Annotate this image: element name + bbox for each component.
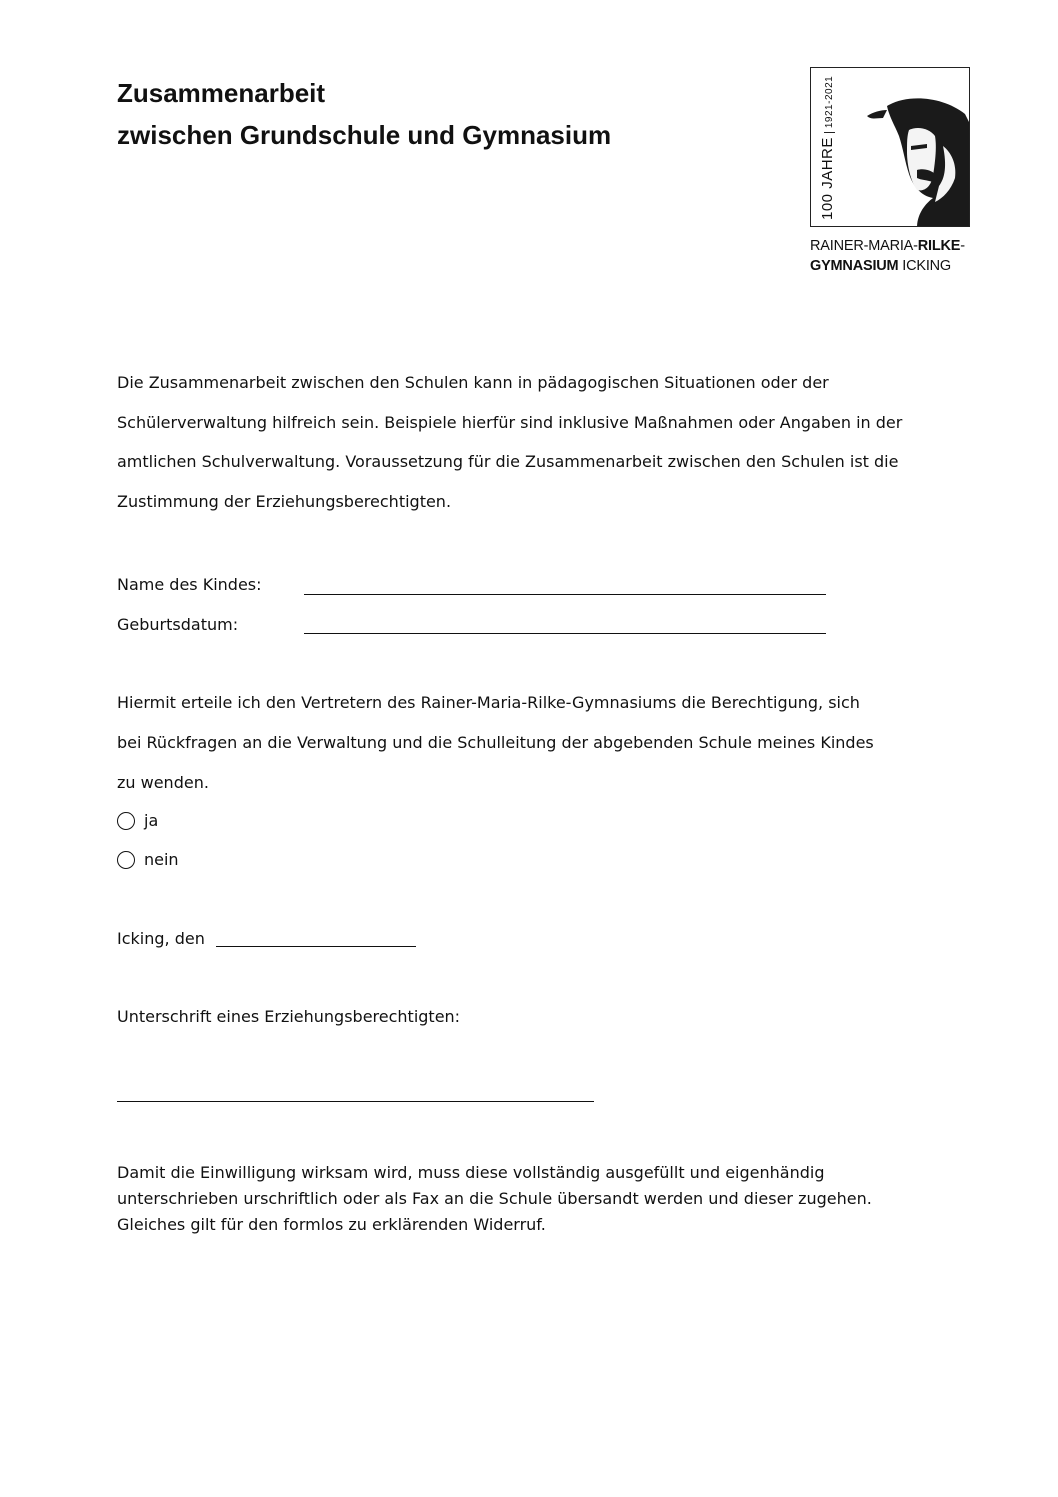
logo-name-part3: ICKING bbox=[898, 258, 952, 274]
birthdate-label: Geburtsdatum: bbox=[117, 615, 239, 634]
signature-label: Unterschrift eines Erziehungsberechtigten: bbox=[117, 1007, 461, 1026]
signature-field[interactable] bbox=[117, 1101, 594, 1102]
portrait-icon bbox=[847, 86, 970, 227]
option-no-label: nein bbox=[144, 850, 179, 869]
logo-school-name bbox=[810, 236, 965, 276]
radio-yes[interactable] bbox=[117, 812, 135, 830]
title-line-1: Zusammenarbeit bbox=[117, 78, 326, 108]
logo-name-bold1: RILKE bbox=[917, 238, 961, 254]
child-name-field[interactable] bbox=[304, 594, 826, 595]
logo-anniversary-text bbox=[819, 76, 836, 220]
date-field[interactable] bbox=[216, 946, 416, 947]
intro-line: Zustimmung der Erziehungsberechtigten. bbox=[117, 491, 452, 511]
intro-line: Schülerverwaltung hilfreich sein. Beispiele hierfür sind inklusive Maßnahmen oder Angaben in der bbox=[117, 412, 903, 432]
option-yes-label: ja bbox=[144, 811, 159, 830]
radio-no[interactable] bbox=[117, 851, 135, 869]
child-name-label: Name des Kindes: bbox=[117, 575, 262, 594]
footer-line: Damit die Einwilligung wirksam wird, muss diese vollständig ausgefüllt und eigenhändig bbox=[117, 1163, 825, 1182]
intro-line: Die Zusammenarbeit zwischen den Schulen kann in pädagogischen Situationen oder der bbox=[117, 373, 829, 392]
school-logo bbox=[810, 67, 970, 227]
consent-line: bei Rückfragen an die Verwaltung und die Schulleitung der abgebenden Schule meines Kindes bbox=[117, 733, 874, 752]
logo-name-part1: RAINER-MARIA- bbox=[810, 238, 918, 254]
birthdate-field[interactable] bbox=[304, 633, 826, 634]
document-title bbox=[117, 72, 611, 156]
logo-years: 1921-2021 bbox=[824, 76, 835, 133]
consent-line: Hiermit erteile ich den Vertretern des Rainer-Maria-Rilke-Gymnasiums die Berechtigung, sich bbox=[117, 693, 860, 712]
footer-note bbox=[117, 1160, 997, 1238]
option-no[interactable] bbox=[117, 850, 179, 869]
footer-line: unterschrieben urschriftlich oder als Fax an die Schule übersandt werden und dieser zugehen. bbox=[117, 1189, 872, 1208]
logo-name-part2: - bbox=[960, 238, 965, 254]
consent-line: zu wenden. bbox=[117, 773, 209, 792]
consent-paragraph bbox=[117, 683, 997, 803]
option-yes[interactable] bbox=[117, 811, 158, 830]
logo-name-bold2: GYMNASIUM bbox=[810, 258, 899, 274]
intro-line: amtlichen Schulverwaltung. Voraussetzung für die Zusammenarbeit zwischen den Schulen ist die bbox=[117, 452, 899, 471]
place-date-label: Icking, den bbox=[117, 929, 205, 948]
footer-line: Gleiches gilt für den formlos zu erklärenden Widerruf. bbox=[117, 1215, 546, 1234]
intro-paragraph bbox=[117, 363, 997, 521]
title-line-2: zwischen Grundschule und Gymnasium bbox=[117, 120, 612, 150]
logo-anniversary: 100 JAHRE bbox=[819, 137, 836, 220]
